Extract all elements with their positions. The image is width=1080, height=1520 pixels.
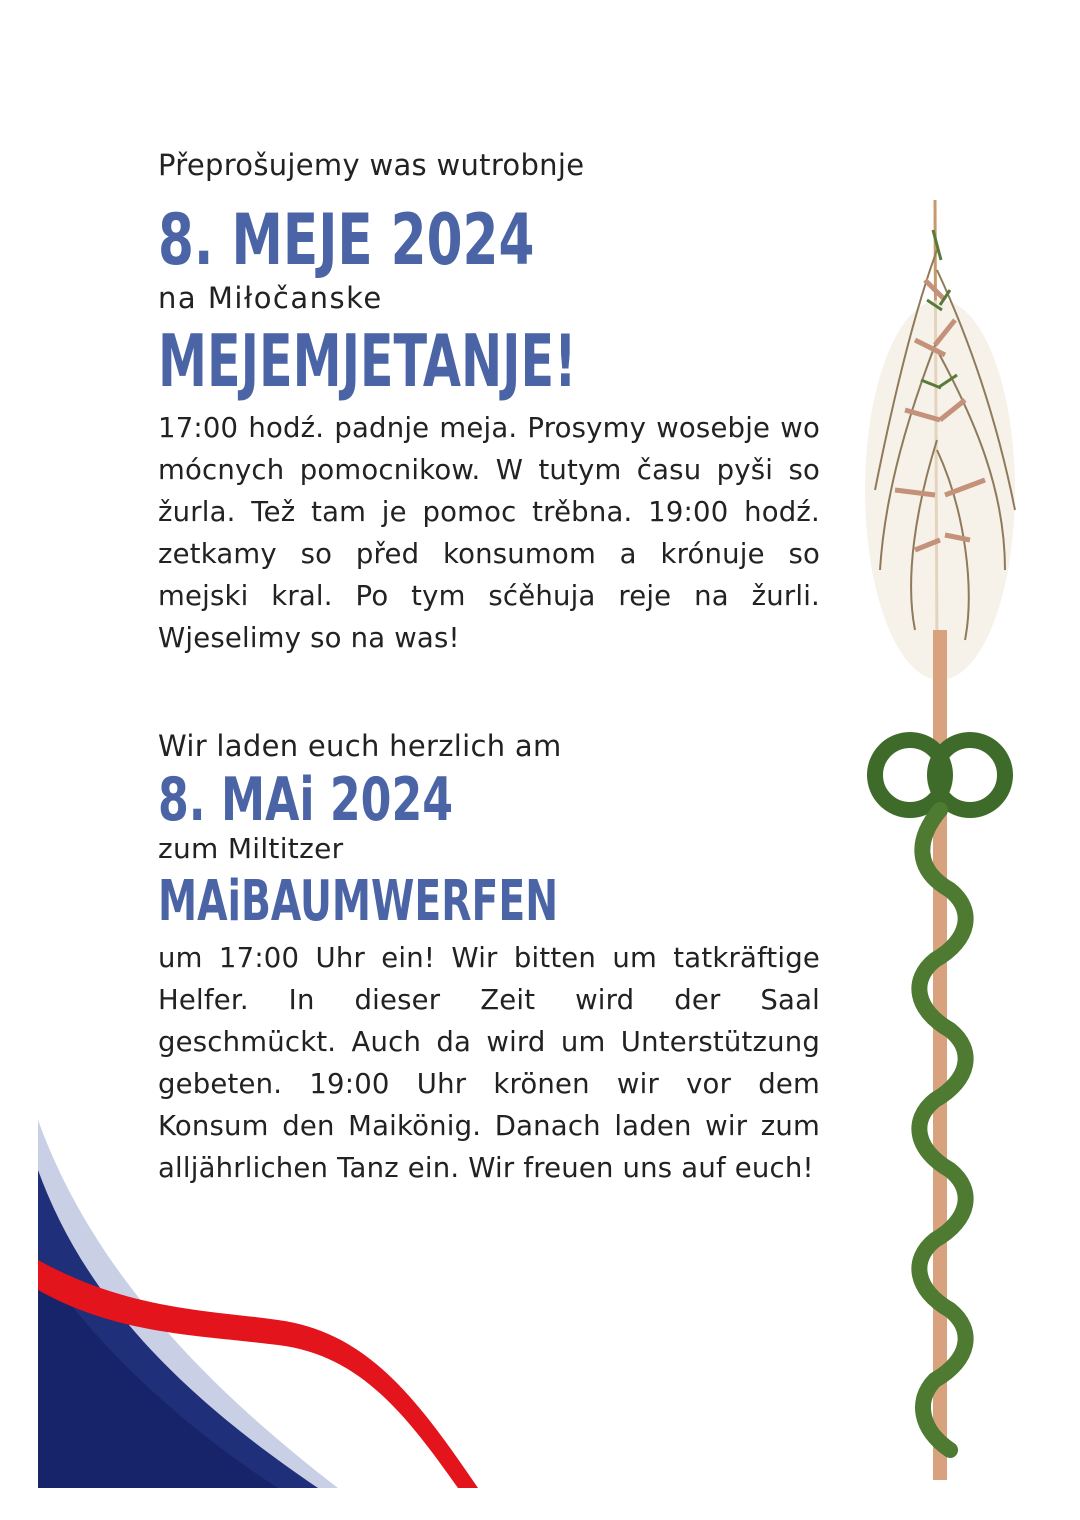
- sorbian-intro: Přeprošujemy was wutrobnje: [158, 148, 585, 182]
- sorbian-location: na Miłočanske: [158, 281, 383, 315]
- maypole-tree-crown: [865, 200, 1015, 680]
- german-intro: Wir laden euch herzlich am: [158, 729, 562, 763]
- sorbian-date: 8. MEJE 2024: [158, 199, 535, 281]
- sorbian-body-text: 17:00 hodź. padnje meja. Prosymy wosebje wo mócnych pomocnikow. W tutym času pyši so žurla. Tež tam je pomoc trěbna. 19:00 hodź. zetkamy so před konsumom a krónuje so mejski kral. Po tym sćěhuja reje na žurli. Wjeselimy so na was!: [158, 412, 820, 654]
- maypole-wreath: [875, 740, 1005, 810]
- german-location: zum Miltitzer: [158, 832, 344, 865]
- maypole-illustration: [855, 190, 1035, 1490]
- german-event-title: MAiBAUMWERFEN: [158, 869, 559, 934]
- german-body-text: um 17:00 Uhr ein! Wir bitten um tatkräftige Helfer. In dieser Zeit wird der Saal geschmückt. Auch da wird um Unterstützung gebeten. 19:00 Uhr krönen wir vor dem Konsum den Maikönig. Danach laden wir zum alljährlichen Tanz ein. Wir freuen uns auf euch!: [158, 942, 820, 1184]
- sorbian-event-title: MEJEMJETANJE!: [158, 319, 577, 403]
- flag-ribbon-decoration: [38, 1110, 538, 1490]
- german-date: 8. MAi 2024: [158, 765, 454, 835]
